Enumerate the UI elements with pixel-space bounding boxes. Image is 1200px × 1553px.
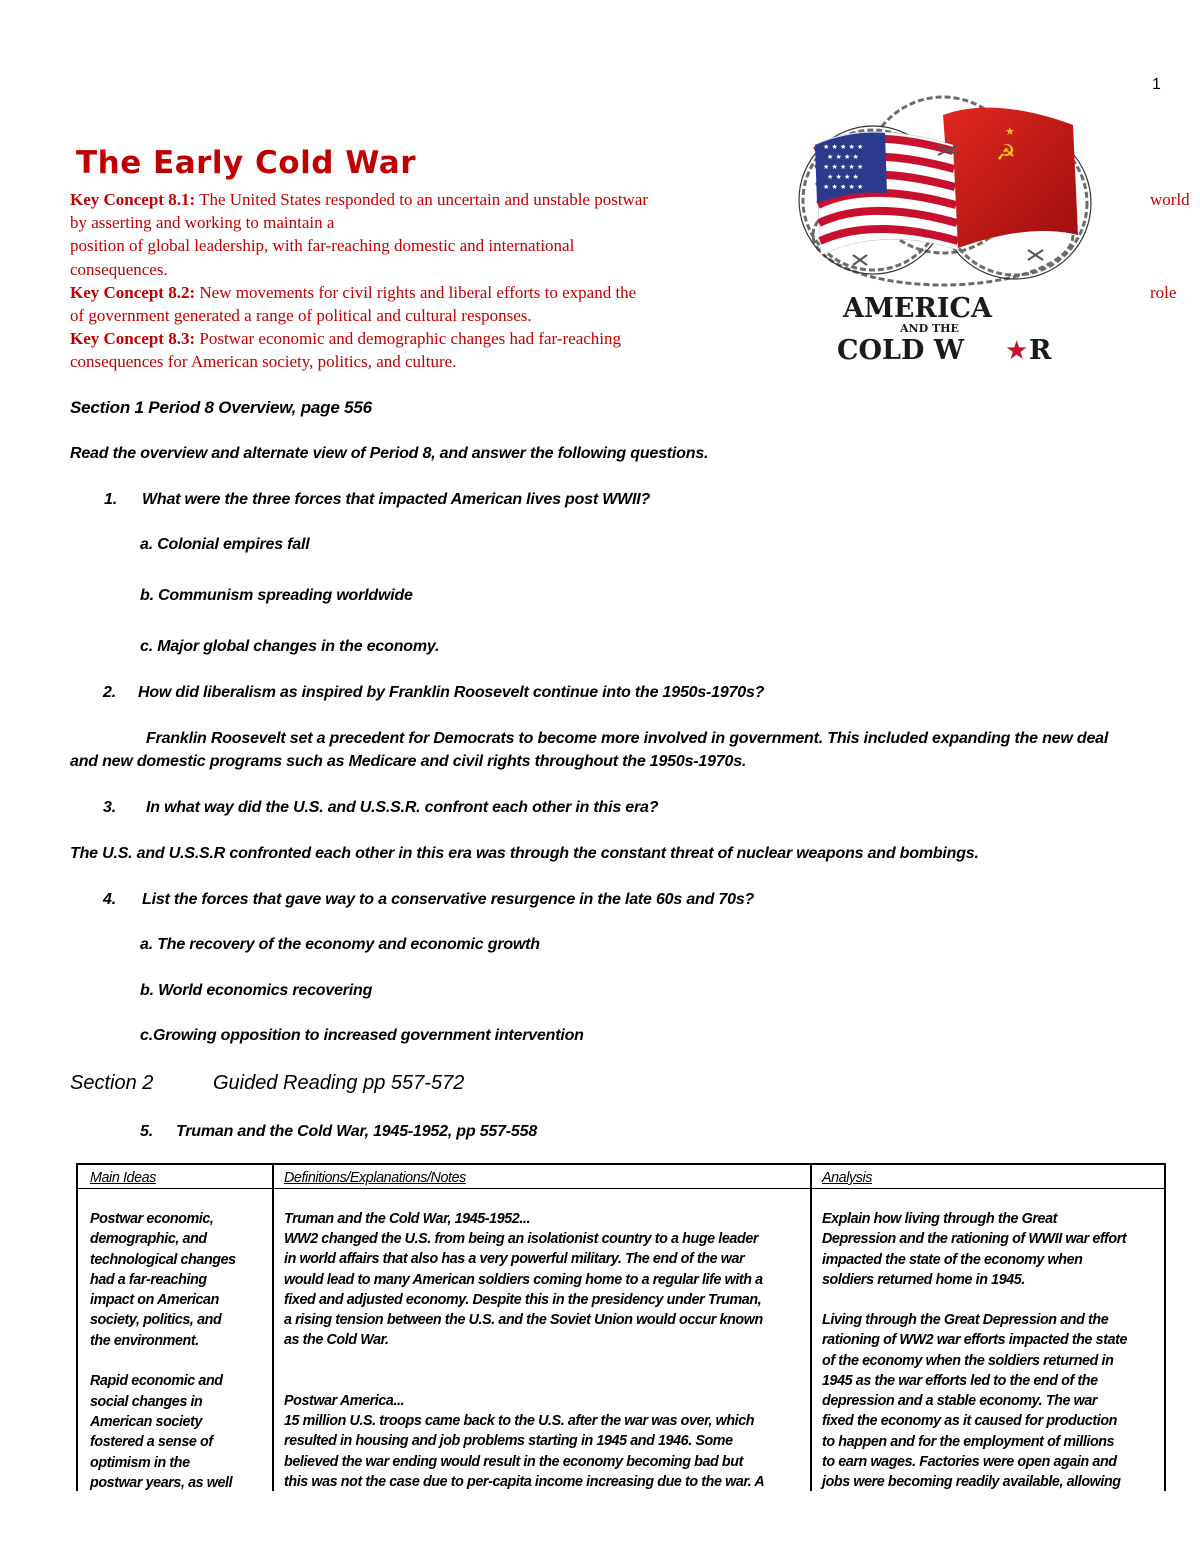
q1-number: 1. bbox=[104, 491, 117, 508]
q1-answer-a: a. Colonial empires fall bbox=[140, 536, 310, 553]
table-header bbox=[78, 1165, 272, 1189]
analysis-question: Explain how living through the Great Depression and the rationing of WWII war effort impacted the state of the economy when soldiers returned home in 1945. bbox=[822, 1211, 1127, 1288]
q4-text: List the forces that gave way to a conservative resurgence in the late 60s and 70s? bbox=[142, 891, 755, 908]
header-main-ideas: Main Ideas bbox=[90, 1170, 156, 1186]
page-number: 1 bbox=[1152, 76, 1161, 93]
notes-title-2: Postwar America... bbox=[284, 1393, 405, 1409]
q2-text: How did liberalism as inspired by Franklin Roosevelt continue into the 1950s-1970s? bbox=[138, 684, 765, 701]
header-definitions: Definitions/Explanations/Notes bbox=[284, 1170, 466, 1186]
section2-label: Section 2 bbox=[70, 1072, 154, 1094]
item5-number: 5. bbox=[140, 1123, 153, 1140]
key-concept-8-2-line1 bbox=[70, 281, 636, 304]
notes-column bbox=[272, 1165, 812, 1491]
main-ideas-column bbox=[78, 1165, 274, 1491]
notes-body-2: 15 million U.S. troops came back to the U.S. after the war was over, which resulted in housing and job problems starting in 1945 and 1946. Some believed the war ending would result in the economy becoming bad but this was not the case due to per-capita income increasing due to the war. A bbox=[284, 1413, 765, 1490]
svg-text:★ ★ ★ ★: ★ ★ ★ ★ bbox=[827, 173, 859, 181]
logo-line3b: R bbox=[1029, 335, 1052, 366]
key-concept-8-1-line4: consequences. bbox=[70, 260, 168, 279]
notes-title-1: Truman and the Cold War, 1945-1952... bbox=[284, 1211, 531, 1227]
key-concept-8-3-line1 bbox=[70, 327, 621, 350]
section1-heading: Section 1 Period 8 Overview, page 556 bbox=[70, 398, 372, 417]
q1-text: What were the three forces that impacted American lives post WWII? bbox=[142, 491, 651, 508]
page-title: The Early Cold War bbox=[76, 145, 416, 181]
svg-text:★ ★ ★ ★ ★: ★ ★ ★ ★ ★ bbox=[823, 183, 864, 191]
logo-line2: AND THE bbox=[900, 322, 959, 335]
table-header bbox=[810, 1165, 1166, 1189]
key-concept-label: Key Concept 8.1: bbox=[70, 190, 196, 209]
guided-reading-table bbox=[76, 1163, 1166, 1491]
q4-answer-a: a. The recovery of the economy and economic growth bbox=[140, 936, 540, 953]
key-concept-8-1-line1 bbox=[70, 188, 648, 211]
logo-line3a: COLD W bbox=[837, 335, 965, 366]
analysis-column bbox=[810, 1165, 1166, 1491]
svg-text:★: ★ bbox=[1005, 125, 1015, 138]
analysis-answer: Living through the Great Depression and the rationing of WW2 war efforts impacted the state of the economy when the soldiers returned in 1945 as the war efforts led to the end of the depression and a stable economy. The war fixed the economy as it caused for production to happen and for the employment of millions to earn wages. Factories were open again and jobs were becoming readily available, allowing bbox=[822, 1312, 1128, 1491]
america-cold-war-logo bbox=[793, 85, 1095, 367]
key-concept-text: New movements for civil rights and liberal efforts to expand the bbox=[199, 283, 637, 302]
q3-text: In what way did the U.S. and U.S.S.R. confront each other in this era? bbox=[146, 799, 659, 816]
key-concept-8-1-line2: by asserting and working to maintain a bbox=[70, 213, 335, 232]
q4-number: 4. bbox=[103, 891, 116, 908]
key-concept-label: Key Concept 8.3: bbox=[70, 329, 196, 348]
header-analysis: Analysis bbox=[822, 1170, 873, 1186]
key-concept-text: The United States responded to an uncertain and unstable postwar bbox=[199, 190, 649, 209]
q2-answer-line2: and new domestic programs such as Medicare and civil rights throughout the 1950s-1970s. bbox=[70, 753, 747, 770]
q3-answer: The U.S. and U.S.S.R confronted each other in this era was through the constant threat of nuclear weapons and bombings. bbox=[70, 845, 979, 862]
notes-body-1: WW2 changed the U.S. from being an isolationist country to a huge leader in world affairs that also has a very powerful military. The end of the war would lead to many American soldiers coming home to a regular life with a fixed and adjusted economy. Despite this in the presidency under Truman, a rising tension between the U.S. and the Soviet Union would occur known as the Cold War. bbox=[284, 1231, 763, 1349]
key-concept-8-1-trailing: world bbox=[1150, 190, 1190, 209]
q1-answer-b: b. Communism spreading worldwide bbox=[140, 587, 413, 604]
item5-text: Truman and the Cold War, 1945-1952, pp 557-558 bbox=[176, 1123, 538, 1140]
table-header bbox=[272, 1165, 810, 1189]
key-concept-8-3-line2: consequences for American society, politics, and culture. bbox=[70, 352, 457, 371]
main-ideas-text: Postwar economic, demographic, and technological changes had a far-reaching impact on American society, politics, and the environment. Rapid economic and social changes in American society fostered a sense of optimism in the postwar years, as well bbox=[90, 1211, 236, 1491]
flags-barbed-wire-icon bbox=[793, 85, 1095, 367]
svg-text:★ ★ ★ ★: ★ ★ ★ ★ bbox=[827, 153, 859, 161]
svg-text:★ ★ ★ ★ ★: ★ ★ ★ ★ ★ bbox=[823, 163, 864, 171]
key-concept-text: Postwar economic and demographic changes had far-reaching bbox=[199, 329, 622, 348]
section1-instruction: Read the overview and alternate view of Period 8, and answer the following questions. bbox=[70, 445, 709, 462]
q3-number: 3. bbox=[103, 799, 116, 816]
section2-heading: Guided Reading pp 557-572 bbox=[213, 1072, 465, 1094]
q4-answer-c: c.Growing opposition to increased government intervention bbox=[140, 1027, 584, 1044]
star-icon: ★ bbox=[1005, 336, 1029, 366]
logo-line1: AMERICA bbox=[843, 293, 992, 324]
svg-text:☭: ☭ bbox=[996, 141, 1016, 166]
key-concept-8-2-trailing: role bbox=[1150, 283, 1177, 302]
svg-text:★ ★ ★ ★ ★: ★ ★ ★ ★ ★ bbox=[823, 143, 864, 151]
q1-answer-c: c. Major global changes in the economy. bbox=[140, 638, 440, 655]
key-concept-8-2-line2: of government generated a range of political and cultural responses. bbox=[70, 306, 532, 325]
q2-answer-line1: Franklin Roosevelt set a precedent for Democrats to become more involved in government. This included expanding the new deal bbox=[146, 730, 1109, 747]
q4-answer-b: b. World economics recovering bbox=[140, 982, 373, 999]
key-concept-8-1-line3: position of global leadership, with far-reaching domestic and international bbox=[70, 236, 575, 255]
key-concept-label: Key Concept 8.2: bbox=[70, 283, 196, 302]
q2-number: 2. bbox=[103, 684, 116, 701]
